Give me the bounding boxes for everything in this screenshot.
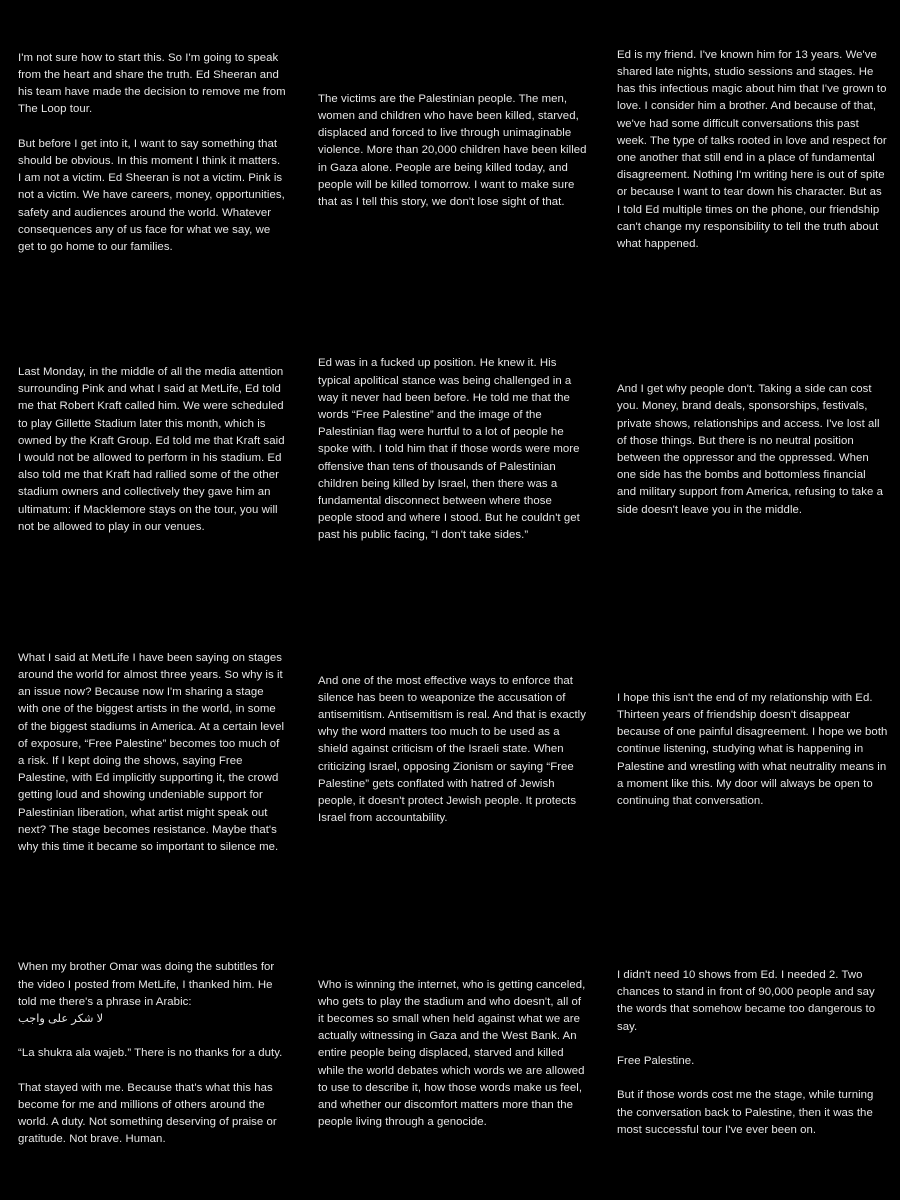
panel-cell-11 xyxy=(300,900,600,1200)
text-panel-3 xyxy=(617,47,888,253)
text-panel-11 xyxy=(318,977,588,1132)
paragraph: But if those words cost me the stage, while turning the conversation back to Palestine, then it was the most successful tour I've ever been on. xyxy=(617,1089,874,1136)
panel-cell-9 xyxy=(600,600,900,900)
paragraph: Ed was in a fucked up position. He knew it. His typical apolitical stance was being challenged in a way it never had been before. He told me that the words “Free Palestine” and the image of the Palestinian flag were hurtful to a lot of people he spoke with. I told him that if those words were more offensive than tens of thousands of Palestinian children being killed by Israel, then there was a fundamental disconnect between where those people stood and where I stood. But he couldn't get past his public facing, “I don't take sides.” xyxy=(318,357,580,542)
panel-cell-1 xyxy=(0,0,300,300)
text-panel-8 xyxy=(318,673,588,828)
paragraph xyxy=(18,959,286,1028)
paragraph: Ed is my friend. I've known him for 13 years. We've shared late nights, studio sessions and stages. He has this infectious magic about him that I've grown to love. I consider him a brother. And because of that, we've had some difficult conversations this past week. The type of talks rooted in love and respect for one another that still end in a place of fundamental disagreement. Nothing I'm writing here is out of spite or because I want to tear down his character. But as I told Ed multiple times on the phone, our friendship can't change my responsibility to tell the truth about what happened. xyxy=(617,48,887,251)
paragraph: I'm not sure how to start this. So I'm going to speak from the heart and share the truth. Ed Sheeran and his team have made the decision to remove me from The Loop tour. xyxy=(18,51,286,116)
text-panel-9 xyxy=(617,690,888,810)
paragraph: What I said at MetLife I have been saying on stages around the world for almost three years. So why is it an issue now? Because now I'm sharing a stage with one of the biggest artists in the world, in some of the biggest stadiums in America. At a certain level of exposure, “Free Palestine” becomes too much of a risk. If I kept doing the shows, saying Free Palestine, with Ed implicitly supporting it, the crowd getting loud and showing undeniable support for Palestinian liberation, what artist might speak out next? The stage becomes resistance. Maybe that's why this time it became so important to silence me. xyxy=(18,651,285,854)
panel-cell-3 xyxy=(600,0,900,300)
panel-cell-8 xyxy=(300,600,600,900)
text-panel-12 xyxy=(617,967,888,1139)
panel-cell-12 xyxy=(600,900,900,1200)
paragraph: “La shukra ala wajeb.” There is no thanks for a duty. xyxy=(18,1047,283,1060)
panel-cell-2 xyxy=(300,0,600,300)
panel-cell-10 xyxy=(0,900,300,1200)
text-panel-1 xyxy=(18,50,286,256)
paragraph: The victims are the Palestinian people. The men, women and children who have been killed, starved, displaced and forced to live through unimaginable violence. More than 20,000 children have been killed in Gaza alone. People are being killed today, and people will be killed tomorrow. I want to make sure that as I tell this story, we don't lose sight of that. xyxy=(318,92,587,208)
text-panel-10 xyxy=(18,959,286,1148)
panel-cell-4 xyxy=(0,300,300,600)
text-panel-2 xyxy=(318,91,588,211)
paragraph: And I get why people don't. Taking a side can cost you. Money, brand deals, sponsorships, festivals, private shows, relationships and access. I've lost all of those things. But there is no neutral position between the oppressor and the oppressed. When one side has the bombs and bottomless financial and military support from America, refusing to take a side doesn't leave you in the middle. xyxy=(617,383,884,516)
panel-cell-5 xyxy=(300,300,600,600)
paragraph: Who is winning the internet, who is getting canceled, who gets to play the stadium and who doesn't, all of it becomes so small when held against what we are actually witnessing in Gaza and the West Bank. An entire people being displaced, starved and killed while the world debates which words we are allowed to use to describe it, how those words make us feel, and whether our discomfort matters more than the people living through a genocide. xyxy=(318,978,586,1129)
paragraph: Free Palestine. xyxy=(617,1055,695,1067)
paragraph: But before I get into it, I want to say something that should be obvious. In this moment I think it matters. I am not a victim. Ed Sheeran is not a victim. Pink is not a victim. We have careers, money, opportunities, safety and audiences around the world. Whatever consequences any of us face for what we say, we get to go home to our families. xyxy=(18,137,285,253)
text-panel-5 xyxy=(318,355,588,544)
text-panel-4 xyxy=(18,364,286,536)
arabic-phrase: لا شكر على واجب xyxy=(18,1013,104,1025)
paragraph: I hope this isn't the end of my relationship with Ed. Thirteen years of friendship doesn't disappear because of one painful disagreement. I hope we both continue listening, studying what is happening in Palestine and wrestling with what neutrality means in a moment like this. My door will always be open to continuing that conversation. xyxy=(617,691,888,807)
paragraph: That stayed with me. Because that's what this has become for me and millions of others around the world. A duty. Not something deserving of praise or gratitude. Not brave. Human. xyxy=(18,1081,277,1146)
panel-cell-7 xyxy=(0,600,300,900)
panel-cell-6 xyxy=(600,300,900,600)
text-panel-7 xyxy=(18,650,286,856)
paragraph-intro: When my brother Omar was doing the subtitles for the video I posted from MetLife, I thanked him. He told me there's a phrase in Arabic: xyxy=(18,961,275,1008)
paragraph: Last Monday, in the middle of all the media attention surrounding Pink and what I said at MetLife, Ed told me that Robert Kraft called him. We were scheduled to play Gillette Stadium later this month, which is owned by the Kraft Group. Ed told me that Kraft said I would not be allowed to perform in his stadium. Ed also told me that Kraft had rallied some of the other stadium owners and collectively they gave him an ultimatum: if Macklemore stays on the tour, you will not be allowed to play in our venues. xyxy=(18,365,285,533)
paragraph: And one of the most effective ways to enforce that silence has been to weaponize the accusation of antisemitism. Antisemitism is real. And that is exactly why the word matters too much to be used as a shield against criticism of the Israeli state. When criticizing Israel, opposing Zionism or saying “Free Palestine” gets conflated with hatred of Jewish people, it doesn't protect Jewish people. It protects Israel from accountability. xyxy=(318,674,586,825)
paragraph: I didn't need 10 shows from Ed. I needed 2. Two chances to stand in front of 90,000 people and say the words that somehow became too dangerous to say. xyxy=(617,969,876,1033)
text-panel-6 xyxy=(617,381,888,519)
